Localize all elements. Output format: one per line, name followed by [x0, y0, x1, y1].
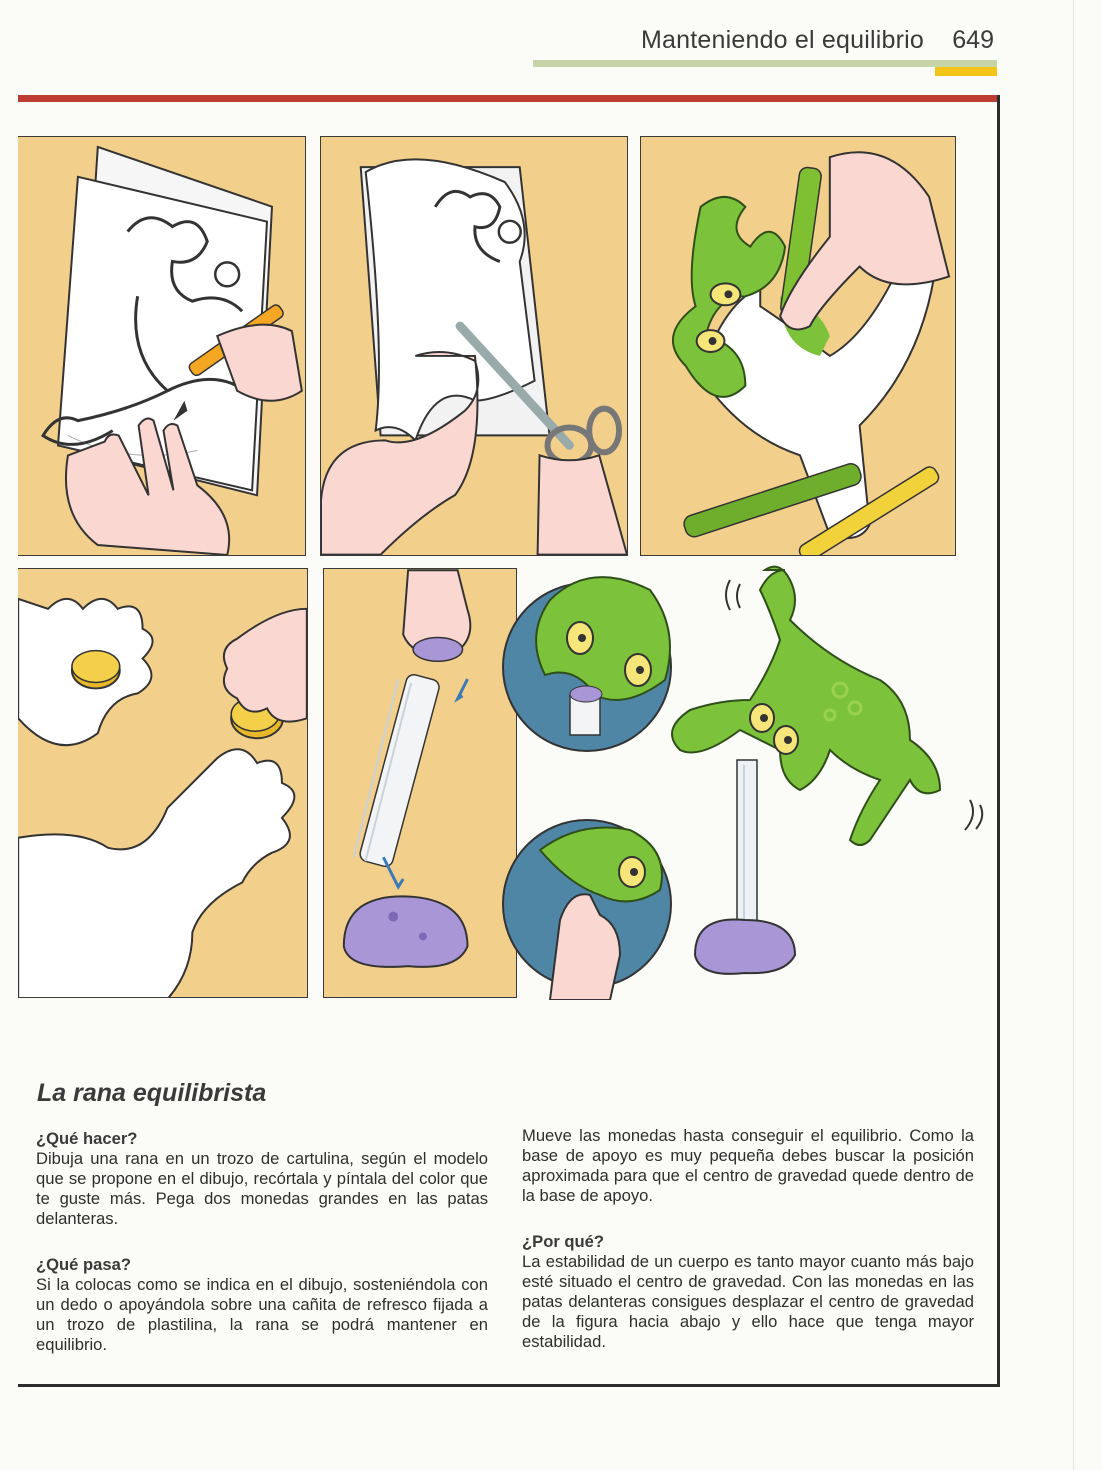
- frame-border-bottom: [18, 1384, 1000, 1387]
- illustration-panel-drawing: [18, 136, 306, 556]
- illustration-panel-cutting: [320, 136, 628, 556]
- section-text-continuation: Mueve las monedas hasta conseguir el equilibrio. Como la base de apoyo es muy pequeña debes buscar la posición aproximada para que el centro de gravedad quede dentro de la base de apoyo.: [522, 1126, 974, 1205]
- section-heading-que-hacer: ¿Qué hacer?: [36, 1129, 138, 1148]
- illustration-panel-straw: [323, 568, 517, 998]
- header-rule-red: [18, 95, 997, 102]
- coloring-frog-icon: [641, 137, 955, 555]
- text-column-left: [36, 1129, 488, 1355]
- text-column-right: [522, 1126, 974, 1352]
- frog-balancing-icon: [500, 560, 1000, 1000]
- drawing-frog-outline-icon: [18, 137, 305, 555]
- section-text-que-pasa: Si la colocas como se indica en el dibujo, sosteniéndola con un dedo o apoyándola sobre una cañita de refresco fijada a un trozo de plastilina, la rana se podrá mantener en equilibrio.: [36, 1275, 488, 1354]
- section-text-que-hacer: Dibuja una rana en un trozo de cartulina, según el modelo que se propone en el dibujo, recórtala y píntala del color que te guste más. Pega dos monedas grandes en las patas delanteras.: [36, 1149, 488, 1228]
- illustration-panel-coloring: [640, 136, 956, 556]
- gluing-coins-icon: [18, 569, 307, 997]
- page-number: 649: [952, 26, 994, 54]
- section-text-por-que: La estabilidad de un cuerpo es tanto mayor cuanto más bajo esté situado el centro de gravedad. Con las monedas en las patas delanteras consigues desplazar el centro de gravedad de la figura hacia abajo y ello hace que tenga mayor estabilidad.: [522, 1252, 974, 1351]
- paragraph-spacer: [522, 1206, 974, 1232]
- section-heading-que-pasa: ¿Qué pasa?: [36, 1255, 131, 1274]
- header-rule-green: [533, 60, 997, 67]
- scan-edge-line: [1073, 0, 1074, 1470]
- article-title: La rana equilibrista: [37, 1079, 267, 1107]
- section-heading-por-que: ¿Por qué?: [522, 1232, 605, 1251]
- header-rule-yellow: [935, 67, 997, 76]
- illustration-panel-coins: [18, 568, 308, 998]
- paragraph-spacer: [36, 1229, 488, 1255]
- straw-and-plasticine-icon: [324, 569, 516, 997]
- cutting-with-scissors-icon: [321, 137, 627, 555]
- running-title: Manteniendo el equilibrio: [641, 26, 924, 54]
